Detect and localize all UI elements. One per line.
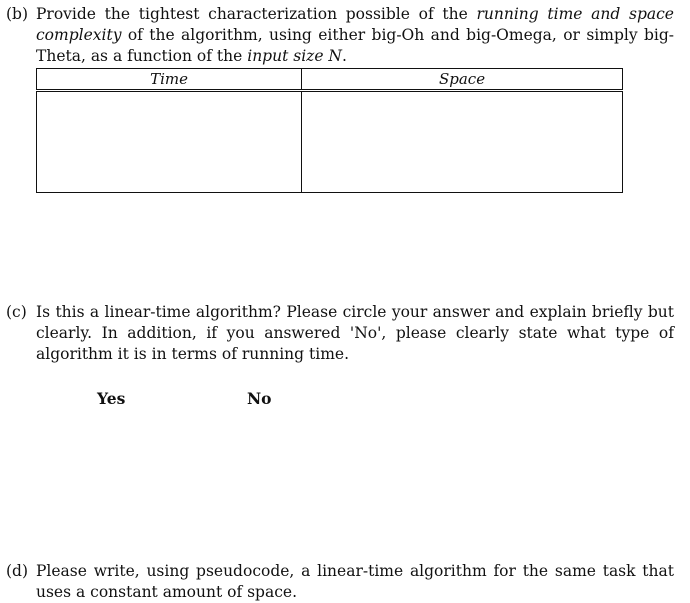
answer-option-no[interactable]: No [247,389,272,408]
question-d-marker: (d) [6,562,29,580]
question-b-marker: (b) [6,5,29,23]
question-c [6,302,674,365]
question-d-text: Please write, using pseudocode, a linear-time algorithm for the same task that uses a constant amount of space. [36,562,674,601]
space-column-header: Space [302,69,623,91]
question-b [6,4,674,67]
time-space-answer-table [36,68,623,193]
time-answer-cell[interactable] [37,91,302,193]
question-c-text: Is this a linear-time algorithm? Please circle your answer and explain briefly but clearly. In addition, if you answered 'No', please clearly state what type of algorithm it is in terms of running time. [36,303,674,363]
question-d [6,561,674,603]
question-c-marker: (c) [6,303,27,321]
space-answer-cell[interactable] [302,91,623,193]
answer-option-yes[interactable]: Yes [97,389,126,408]
question-b-text: Provide the tightest characterization possible of the running time and space complexity of the algorithm, using either big-Oh and big-Omega, or simply big-Theta, as a function of the input size N. [36,5,674,65]
time-column-header: Time [37,69,302,91]
